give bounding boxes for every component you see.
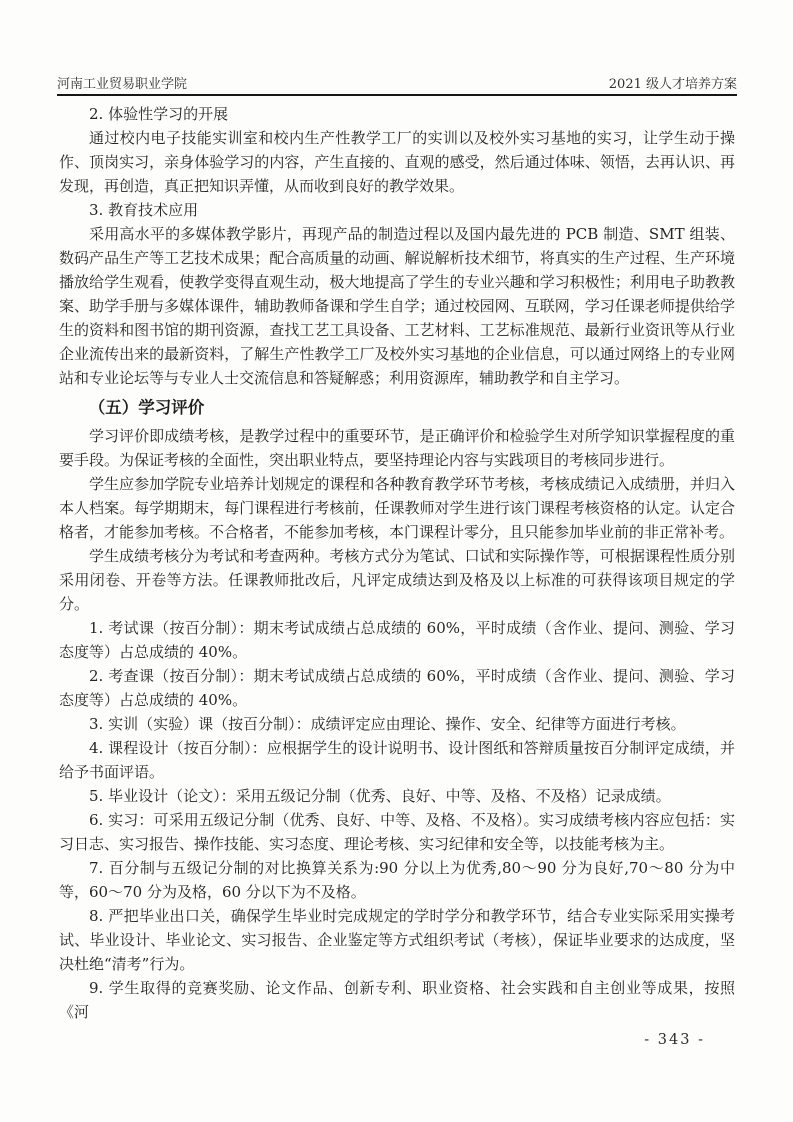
numbered-item-practical-course: 3. 实训（实验）课（按百分制）：成绩评定应由理论、操作、安全、纪律等方面进行考核。 [89, 715, 686, 733]
numbered-heading-education-technology: 3. 教育技术应用 [89, 201, 199, 219]
numbered-item-course-design: 4. 课程设计（按百分制）：应根据学生的设计说明书、设计图纸和答辩质量按百分制评定成绩，并给予书面评语。 [59, 739, 735, 781]
paragraph-exam-types: 学生成绩考核分为考试和考查两种。考核方式分为笔试、口试和实际操作等，可根据课程性质分别采用闭卷、开卷等方法。任课教师批改后，凡评定成绩达到及格及以上标准的可获得该项目规定的学分。 [59, 547, 735, 613]
paragraph-exam-qualification: 学生应参加学院专业培养计划规定的课程和各种教育教学环节考核，考核成绩记入成绩册，并归入本人档案。每学期期末，每门课程进行考核前，任课教师对学生进行该门课程考核资格的认定。认定合格者，才能参加考核。不合格者，不能参加考核，本门课程计零分，且只能参加毕业前的非正常补考。 [59, 475, 735, 541]
paragraph-education-technology: 采用高水平的多媒体教学影片，再现产品的制造过程以及国内最先进的 PCB 制造、SMT 组装、数码产品生产等工艺技术成果；配合高质量的动画、解说解析技术细节，将真实的生产过程、生产环境播放给学生观看，使教学变得直观生动，极大地提高了学生的专业兴趣和学习积极性；利用电子助教教案、助学手册与多媒体课件，辅助教师备课和学生自学；通过校园网、互联网，学习任课老师提供给学生的资料和图书馆的期刊资源，查找工艺工具设备、工艺材料、工艺标准规范、最新行业资讯等从行业企业流传出来的最新资料，了解生产性教学工厂及校外实习基地的企业信息，可以通过网络上的专业网站和专业论坛等与专业人士交流信息和答疑解惑；利用资源库，辅助教学和自主学习。 [59, 225, 735, 387]
numbered-heading-experiential-learning: 2. 体验性学习的开展 [89, 105, 229, 123]
document-body [59, 102, 735, 1024]
section-heading-learning-evaluation: （五）学习评价 [88, 398, 205, 417]
page-number: - 343 - [644, 1032, 705, 1048]
numbered-item-graduation-gate: 8. 严把毕业出口关，确保学生毕业时完成规定的学时学分和教学环节，结合专业实际采用实操考试、毕业设计、毕业论文、实习报告、企业鉴定等方式组织考试（考核），保证毕业要求的达成度，坚决杜绝“清考”行为。 [59, 907, 735, 973]
numbered-item-assessment-course: 2. 考查课（按百分制）：期末考试成绩占总成绩的 60%，平时成绩（含作业、提问、测验、学习态度等）占总成绩的 40%。 [59, 667, 735, 709]
header-school-name: 河南工业贸易职业学院 [57, 77, 188, 92]
header-rule [57, 94, 737, 96]
numbered-item-graduation-design: 5. 毕业设计（论文）：采用五级记分制（优秀、良好、中等、及格、不及格）记录成绩。 [89, 787, 671, 805]
numbered-item-exam-course: 1. 考试课（按百分制）：期末考试成绩占总成绩的 60%，平时成绩（含作业、提问、测验、学习态度等）占总成绩的 40%。 [59, 619, 735, 661]
page-header [57, 73, 737, 96]
numbered-item-student-achievements: 9. 学生取得的竞赛奖励、论文作品、创新专利、职业资格、社会实践和自主创业等成果，按照《河 [59, 979, 735, 1021]
paragraph-experiential-learning: 通过校内电子技能实训室和校内生产性教学工厂的实训以及校外实习基地的实习，让学生动于操作、顶岗实习，亲身体验学习的内容，产生直接的、直观的感受，然后通过体味、领悟，去再认识、再发现，再创造，真正把知识弄懂，从而收到良好的教学效果。 [59, 129, 735, 195]
numbered-item-grade-conversion: 7. 百分制与五级记分制的对比换算关系为:90 分以上为优秀,80～90 分为良好,70～80 分为中等，60～70 分为及格，60 分以下为不及格。 [59, 859, 735, 901]
header-doc-title: 2021 级人才培养方案 [608, 77, 737, 92]
page-footer [644, 1032, 705, 1048]
paragraph-evaluation-intro: 学习评价即成绩考核，是教学过程中的重要环节，是正确评价和检验学生对所学知识掌握程度的重要手段。为保证考核的全面性，突出职业特点，要坚持理论内容与实践项目的考核同步进行。 [59, 427, 735, 469]
numbered-item-internship: 6. 实习：可采用五级记分制（优秀、良好、中等、及格、不及格）。实习成绩考核内容应包括：实习日志、实习报告、操作技能、实习态度、理论考核、实习纪律和安全等，以技能考核为主。 [59, 811, 735, 853]
